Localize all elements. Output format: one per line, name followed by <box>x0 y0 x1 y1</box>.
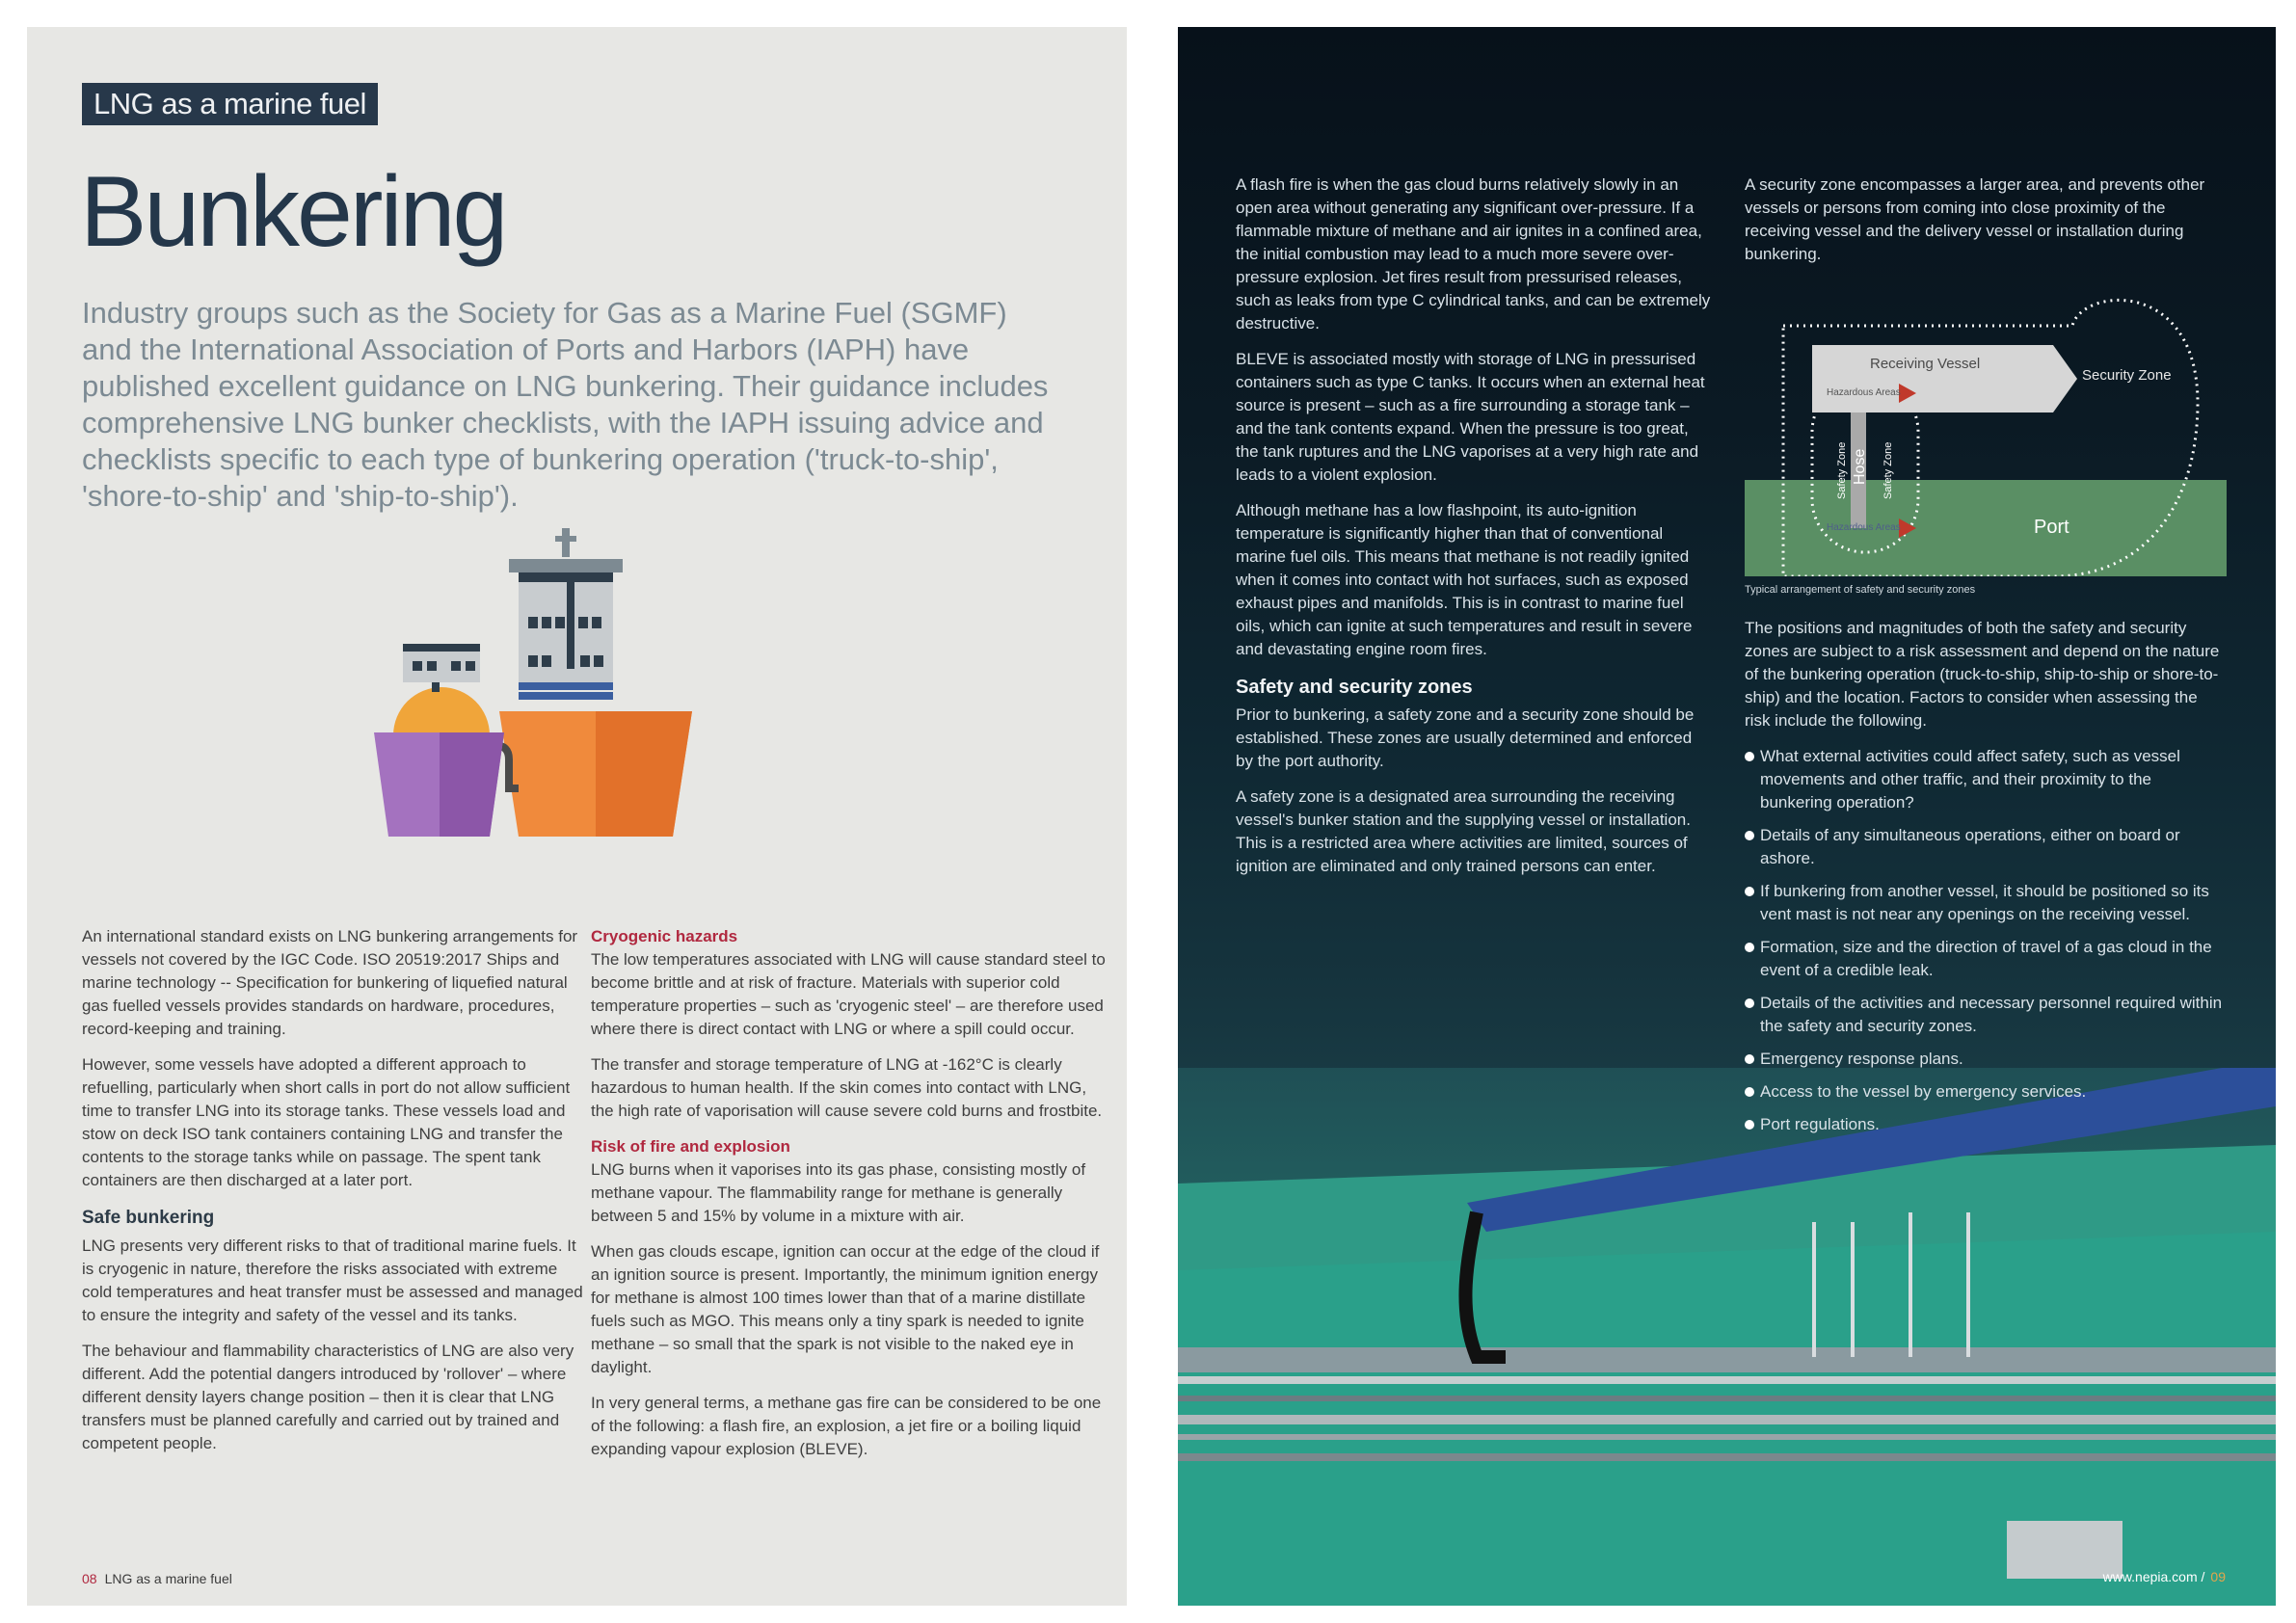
left-page <box>27 27 1127 1606</box>
page-title: Bunkering <box>80 156 506 268</box>
diagram-security-zone: Security Zone <box>2082 367 2172 384</box>
right-column-2-top <box>1745 173 2227 279</box>
right-column-2-bottom <box>1745 617 2227 1146</box>
paragraph: In very general terms, a methane gas fire can be considered to be one of the following: a flash fire, an explosion, a jet fire or a boiling liquid expanding vapour explosion (BLEVE). <box>591 1394 1102 1458</box>
bullet-icon <box>1745 943 1754 952</box>
bullet-icon <box>1745 1120 1754 1130</box>
footer-label: LNG as a marine fuel <box>104 1571 232 1586</box>
paragraph: The low temperatures associated with LNG will cause standard steel to become brittle and at risk of fracture. Materials with superior cold temperature properties – such as 'cryogenic steel' – are therefore used where there is direct contact with LNG or where a spill could occur. <box>591 950 1106 1038</box>
list-item: Details of the activities and necessary personnel required within the safety and security zones. <box>1745 992 2227 1038</box>
paragraph: An international standard exists on LNG bunkering arrangements for vessels not covered by the IGC Code. ISO 20519:2017 Ships and marine technology -- Specification for bunkering of liquefied natural gas fuelled vessels provides standards on hardware, procedures, record-keeping and training. <box>82 927 578 1038</box>
page-number: 09 <box>2210 1569 2226 1584</box>
bullet-icon <box>1745 1087 1754 1097</box>
safety-security-zone-diagram <box>1745 287 2227 576</box>
diagram-hazardous-top: Hazardous Areas <box>1827 387 1901 398</box>
intro-paragraph: Industry groups such as the Society for Gas as a Marine Fuel (SGMF) and the International Association of Ports and Harbors (IAPH) have published excellent guidance on LNG bunkering. Their guidance includes comprehensive LNG bunker checklists, with the IAPH issuing advice and checklists specific to each type of bunkering operation ('truck-to-ship', 'shore-to-ship' and 'ship-to-ship'). <box>82 296 1049 513</box>
risk-factor-list <box>1745 745 2227 1136</box>
list-item: Port regulations. <box>1745 1113 2227 1136</box>
bullet-icon <box>1745 1054 1754 1064</box>
paragraph: A flash fire is when the gas cloud burns relatively slowly in an open area without generating any significant over-pressure. If a flammable mixture of methane and air ignites in a confined area, the initial combustion may lead to a much more severe over-pressure explosion. Jet fires result from pressurised releases, such as leaks from type C cylindrical tanks, and can be extremely destructive. <box>1236 175 1711 333</box>
subheading-cryogenic-hazards: Cryogenic hazards <box>591 927 738 945</box>
diagram-hose: Hose <box>1852 448 1868 485</box>
list-item: If bunkering from another vessel, it should be positioned so its vent mast is not near any openings on the receiving vessel. <box>1745 880 2227 926</box>
diagram-caption: Typical arrangement of safety and security zones <box>1745 584 1976 596</box>
bullet-icon <box>1745 752 1754 761</box>
diagram-safety-zone-left: Safety Zone <box>1836 441 1848 499</box>
list-item: Formation, size and the direction of travel of a gas cloud in the event of a credible leak. <box>1745 936 2227 982</box>
list-item: What external activities could affect safety, such as vessel movements and other traffic, and their proximity to the bunkering operation? <box>1745 745 2227 814</box>
section-tag: LNG as a marine fuel <box>82 83 378 125</box>
left-page-footer <box>82 1571 232 1586</box>
paragraph: A safety zone is a designated area surrounding the receiving vessel's bunker station and the supplying vessel or installation. This is a restricted area where activities are limited, sources of ignition are eliminated and only trained persons can enter. <box>1236 787 1691 875</box>
ship-bunkering-illustration <box>374 528 827 914</box>
paragraph: Prior to bunkering, a safety zone and a security zone should be established. These zones are usually determined and enforced by the port authority. <box>1236 705 1695 770</box>
diagram-safety-zone-right: Safety Zone <box>1882 441 1894 499</box>
paragraph: LNG burns when it vaporises into its gas phase, consisting mostly of methane vapour. The flammability range for methane is generally between 5 and 15% by volume in a mixture with air. <box>591 1160 1086 1225</box>
bullet-icon <box>1745 887 1754 896</box>
paragraph: BLEVE is associated mostly with storage of LNG in pressurised containers such as type C tanks. It occurs when an external heat source is present – such as a fire surrounding a storage tank – and the tank contents expand. When the pressure is too great, the tank ruptures and the LNG vaporises at a very high rate and leads to a violent explosion. <box>1236 350 1705 484</box>
subheading-safe-bunkering: Safe bunkering <box>82 1208 215 1228</box>
footer-url[interactable]: www.nepia.com / <box>2102 1569 2205 1584</box>
list-item: Details of any simultaneous operations, either on board or ashore. <box>1745 824 2227 870</box>
ship-deck-photo <box>1178 1068 2276 1606</box>
diagram-receiving-vessel: Receiving Vessel <box>1870 356 1981 372</box>
list-item: Access to the vessel by emergency services. <box>1745 1080 2227 1104</box>
bullet-icon <box>1745 831 1754 840</box>
bullet-icon <box>1745 998 1754 1008</box>
paragraph: The behaviour and flammability characteristics of LNG are also very different. Add the potential dangers introduced by 'rollover' – where different density layers change position – then it is clear that LNG transfers must be planned carefully and carried out by trained and competent people. <box>82 1342 574 1452</box>
paragraph: When gas clouds escape, ignition can occur at the edge of the cloud if an ignition source is present. Importantly, the minimum ignition energy for methane is almost 100 times lower than that of a marine distillate fuels such as MGO. This means only a tiny spark is needed to ignite methane – so small that the spark is not visible to the naked eye in daylight. <box>591 1242 1100 1376</box>
left-column-1 <box>82 925 583 1468</box>
paragraph: LNG presents very different risks to that of traditional marine fuels. It is cryogenic in nature, therefore the risks associated with extreme cold temperatures and heat transfer must be assessed and managed to ensure the integrity and safety of the vessel and its tanks. <box>82 1237 583 1324</box>
paragraph: The positions and magnitudes of both the safety and security zones are subject to a risk assessment and depend on the nature of the bunkering operation (truck-to-ship, ship-to-ship or shore-to-ship) and the location. Factors to consider when assessing the risk include the following. <box>1745 619 2220 730</box>
right-column-1 <box>1236 173 1713 891</box>
subheading-fire-explosion: Risk of fire and explosion <box>591 1137 790 1156</box>
diagram-hazardous-bottom: Hazardous Areas <box>1827 522 1901 533</box>
subheading-safety-security-zones: Safety and security zones <box>1236 677 1473 698</box>
list-item: Emergency response plans. <box>1745 1048 2227 1071</box>
paragraph: The transfer and storage temperature of LNG at -162°C is clearly hazardous to human health. If the skin comes into contact with LNG, the high rate of vaporisation will cause severe cold burns and frostbite. <box>591 1055 1103 1120</box>
paragraph: Although methane has a low flashpoint, its auto-ignition temperature is significantly higher than that of conventional marine fuel oils. This means that methane is not readily ignited when it comes into contact with hot surfaces, such as exposed exhaust pipes and manifolds. This is in contrast to marine fuel oils, which can ignite at such temperatures and result in severe and devastating engine room fires. <box>1236 501 1693 658</box>
paragraph: A security zone encompasses a larger area, and prevents other vessels or persons from coming into close proximity of the receiving vessel and the delivery vessel or installation during bunkering. <box>1745 175 2205 263</box>
diagram-port: Port <box>2034 517 2069 538</box>
paragraph: However, some vessels have adopted a different approach to refuelling, particularly when short calls in port do not allow sufficient time to transfer LNG into its storage tanks. These vessels load and stow on deck ISO tank containers containing LNG and transfer the contents to the storage tanks while on passage. The spent tank containers are then discharged at a later port. <box>82 1055 571 1189</box>
page-number: 08 <box>82 1571 97 1586</box>
right-page-footer <box>2103 1569 2226 1584</box>
left-column-2 <box>591 925 1111 1474</box>
right-page <box>1178 27 2276 1606</box>
